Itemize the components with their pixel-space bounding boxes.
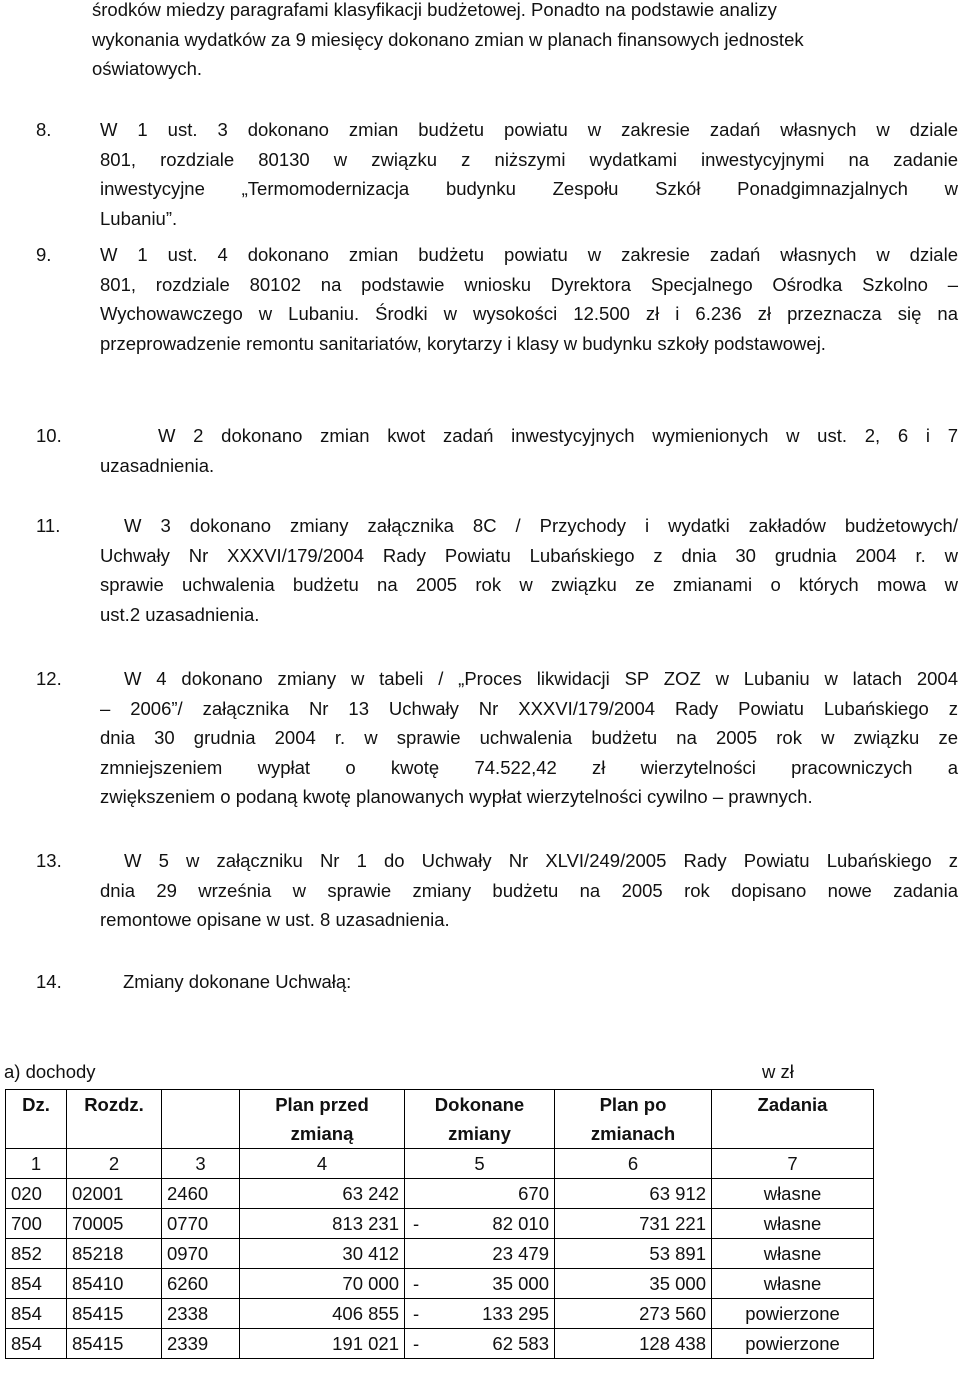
header-cell: Zadania [712,1090,874,1120]
income-changes-table [5,1089,874,1359]
text-line: remontowe opisane w ust. 8 uzasadnienia. [100,909,450,931]
cell-par: 2460 [162,1179,240,1209]
item-number: 10. [36,425,62,446]
change-value: 670 [518,1182,549,1204]
change-value: 133 295 [482,1302,549,1324]
cell-task-type: własne [712,1209,874,1239]
cell-plan-before: 70 000 [240,1269,405,1299]
header-cell: Plan przed [240,1090,405,1120]
text-line: dnia 29 września w sprawie zmiany budżetu na 2005 rok dopisano nowe zadania [100,879,958,901]
cell-task-type: własne [712,1269,874,1299]
item-9-paragraph [100,240,958,358]
table-header-row [6,1090,874,1120]
change-sign: - [413,1302,420,1324]
text-line: 801, rozdziale 80102 na podstawie wniosku Dyrektora Specjalnego Ośrodka Szkolno – [100,273,958,295]
item-11-paragraph [100,511,958,629]
cell-change [405,1299,555,1329]
header-cell [712,1119,874,1149]
table-row [6,1269,874,1299]
item-number: 12. [36,668,62,689]
change-sign: - [413,1332,420,1354]
cell-task-type: powierzone [712,1299,874,1329]
cell-dz: 854 [6,1269,67,1299]
text-line: Uchwały Nr XXXVI/179/2004 Rady Powiatu Lubańskiego z dnia 30 grudnia 2004 r. w [100,544,958,566]
table-index-row [6,1149,874,1179]
cell-task-type: powierzone [712,1329,874,1359]
text-line: Zmiany dokonane Uchwałą: [123,971,352,992]
header-cell: Dz. [6,1090,67,1120]
cell-plan-after: 273 560 [555,1299,712,1329]
item-14-paragraph [123,967,623,997]
cell-plan-before: 30 412 [240,1239,405,1269]
header-cell [162,1090,240,1120]
item-number: 13. [36,850,62,871]
change-value: 23 479 [492,1242,549,1264]
header-cell: Dokonane [405,1090,555,1120]
index-cell: 3 [162,1149,240,1179]
item-12-paragraph [100,664,958,812]
text-line: W 2 dokonano zmian kwot zadań inwestycyjnych wymienionych w ust. 2, 6 i 7 [158,425,958,446]
text-line: sprawie uchwalenia budżetu na 2005 rok w związku ze zmianami o których mowa w [100,574,958,596]
cell-rozdz: 85415 [67,1299,162,1329]
cell-plan-before: 191 021 [240,1329,405,1359]
index-cell: 6 [555,1149,712,1179]
item-10-paragraph [100,421,958,480]
cell-par: 6260 [162,1269,240,1299]
text-line: środków miedzy paragrafami klasyfikacji budżetowej. Ponadto na podstawie analizy [92,0,777,20]
table-row [6,1329,874,1359]
cell-dz: 854 [6,1299,67,1329]
table-row [6,1299,874,1329]
text-line: zwiększeniem o podaną kwotę planowanych wypłat wierzytelności cywilno – prawnych. [100,786,813,808]
cell-plan-after: 128 438 [555,1329,712,1359]
cell-task-type: własne [712,1179,874,1209]
index-cell: 5 [405,1149,555,1179]
change-sign: - [413,1212,420,1234]
item-number: 11. [36,515,61,536]
cell-par: 2339 [162,1329,240,1359]
cell-rozdz: 85410 [67,1269,162,1299]
cell-change [405,1269,555,1299]
text-line: 801, rozdziale 80130 w związku z niższymi wydatkami inwestycyjnymi na zadanie [100,148,958,170]
header-cell [162,1119,240,1149]
index-cell: 2 [67,1149,162,1179]
item-number: 8. [36,119,52,140]
index-cell: 1 [6,1149,67,1179]
cell-plan-after: 35 000 [555,1269,712,1299]
cell-dz: 020 [6,1179,67,1209]
item-8-paragraph [100,115,958,233]
table-row [6,1209,874,1239]
table-row [6,1179,874,1209]
text-line: przeprowadzenie remontu sanitariatów, korytarzy i klasy w budynku szkoły podstawowej. [100,332,826,354]
index-cell: 7 [712,1149,874,1179]
unit-label: w zł [762,1061,794,1082]
cell-plan-after: 53 891 [555,1239,712,1269]
change-value: 82 010 [492,1212,549,1234]
cell-par: 0770 [162,1209,240,1239]
cell-dz: 700 [6,1209,67,1239]
change-value: 35 000 [492,1272,549,1294]
header-cell: zmianach [555,1119,712,1149]
change-sign: - [413,1272,420,1294]
cell-dz: 854 [6,1329,67,1359]
cell-change [405,1179,555,1209]
text-line: W 3 dokonano zmiany załącznika 8C / Przychody i wydatki zakładów budżetowych/ [124,515,958,536]
cell-dz: 852 [6,1239,67,1269]
intro-paragraph [92,0,904,84]
text-line: Lubaniu”. [100,207,178,229]
text-line: dnia 30 grudnia 2004 r. w sprawie uchwalenia budżetu na 2005 rok w związku ze [100,727,958,749]
text-line: – 2006”/ załącznika Nr 13 Uchwały Nr XXXVI/179/2004 Rady Powiatu Lubańskiego z [100,697,958,719]
cell-par: 0970 [162,1239,240,1269]
cell-rozdz: 70005 [67,1209,162,1239]
change-value: 62 583 [492,1332,549,1354]
text-line: W 4 dokonano zmiany w tabeli / „Proces likwidacji SP ZOZ w Lubaniu w latach 2004 [124,668,958,689]
header-cell: Plan po [555,1090,712,1120]
header-cell: Rozdz. [67,1090,162,1120]
text-line: ust.2 uzasadnienia. [100,603,260,625]
cell-par: 2338 [162,1299,240,1329]
cell-change [405,1239,555,1269]
cell-change [405,1329,555,1359]
text-line: zmniejszeniem wypłat o kwotę 74.522,42 zł wierzytelności pracowniczych a [100,756,958,778]
cell-plan-after: 63 912 [555,1179,712,1209]
text-line: wykonania wydatków za 9 miesięcy dokonano zmian w planach finansowych jednostek [92,28,804,50]
cell-task-type: własne [712,1239,874,1269]
section-label: a) dochody [4,1061,96,1082]
text-line: W 1 ust. 3 dokonano zmian budżetu powiatu w zakresie zadań własnych w dziale [100,119,958,140]
index-cell: 4 [240,1149,405,1179]
item-13-paragraph [100,846,958,935]
item-number: 9. [36,244,52,265]
cell-rozdz: 85415 [67,1329,162,1359]
cell-plan-before: 813 231 [240,1209,405,1239]
cell-rozdz: 02001 [67,1179,162,1209]
header-cell [6,1119,67,1149]
item-number: 14. [36,971,62,992]
text-line: Wychowawczego w Lubaniu. Środki w wysokości 12.500 zł i 6.236 zł przeznacza się na [100,303,958,325]
cell-rozdz: 85218 [67,1239,162,1269]
cell-change [405,1209,555,1239]
cell-plan-before: 63 242 [240,1179,405,1209]
text-line: W 5 w załączniku Nr 1 do Uchwały Nr XLVI/249/2005 Rady Powiatu Lubańskiego z [124,850,958,871]
table-row [6,1239,874,1269]
table-header-row [6,1119,874,1149]
text-line: oświatowych. [92,58,203,80]
text-line: uzasadnienia. [100,454,215,476]
text-line: W 1 ust. 4 dokonano zmian budżetu powiatu w zakresie zadań własnych w dziale [100,244,958,265]
header-cell [67,1119,162,1149]
cell-plan-after: 731 221 [555,1209,712,1239]
cell-plan-before: 406 855 [240,1299,405,1329]
header-cell: zmiany [405,1119,555,1149]
header-cell: zmianą [240,1119,405,1149]
text-line: inwestycyjne „Termomodernizacja budynku Zespołu Szkół Ponadgimnazjalnych w [100,178,958,200]
